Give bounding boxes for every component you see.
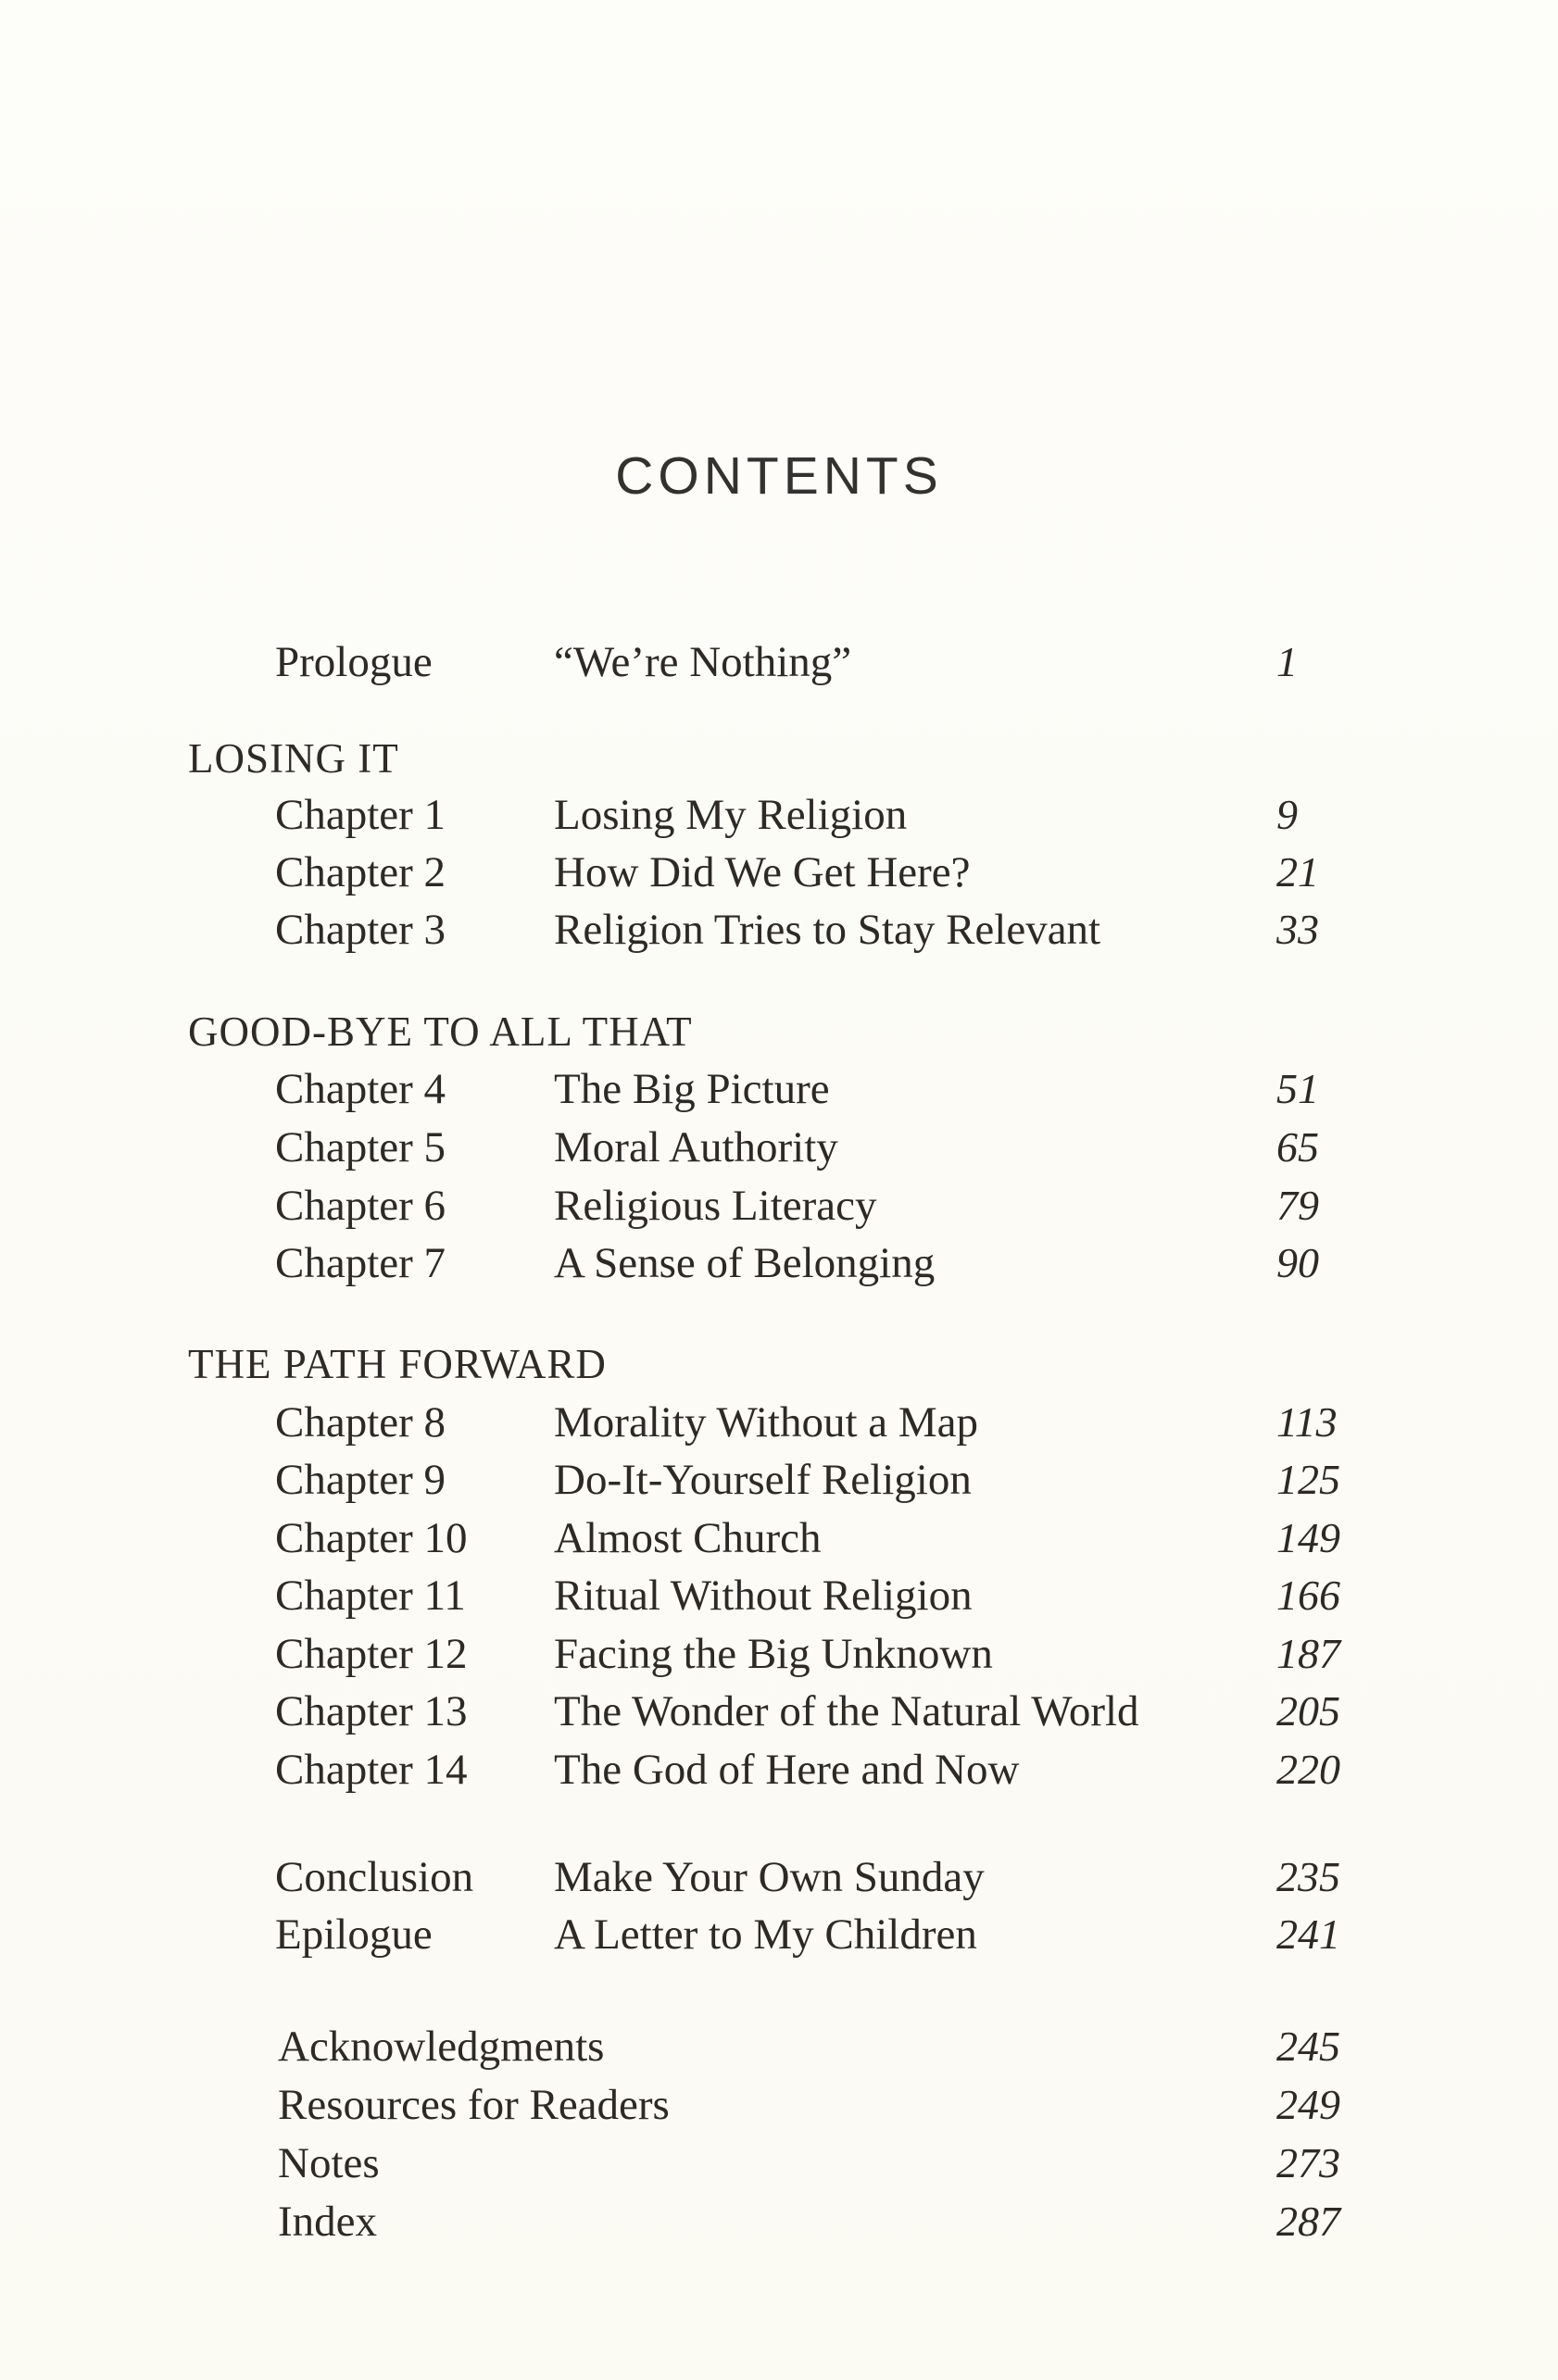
toc-entry-acknowledgments	[0, 2025, 1558, 2079]
toc-entry	[0, 1456, 1558, 1512]
entry-label: Chapter 9	[275, 1456, 446, 1504]
page-title: CONTENTS	[615, 446, 943, 506]
toc-entry	[0, 1748, 1558, 1802]
entry-title: Ritual Without Religion	[554, 1572, 973, 1620]
toc-entry-epilogue	[0, 1910, 1558, 1967]
entry-label: Chapter 4	[275, 1065, 446, 1113]
entry-label: Chapter 11	[275, 1572, 466, 1620]
entry-title: Religious Literacy	[554, 1182, 877, 1230]
entry-page-number: 79	[1276, 1182, 1319, 1229]
entry-page-number: 287	[1276, 2198, 1340, 2245]
entry-page-number: 149	[1276, 1514, 1340, 1561]
entry-title: “We’re Nothing”	[554, 638, 852, 686]
entry-title: Morality Without a Map	[554, 1398, 979, 1447]
toc-entry	[0, 1239, 1558, 1296]
entry-title: The God of Here and Now	[554, 1746, 1020, 1794]
entry-page-number: 1	[1276, 638, 1298, 685]
entry-label: Chapter 12	[275, 1630, 468, 1678]
toc-entry-index	[0, 2200, 1558, 2254]
entry-page-number: 235	[1276, 1853, 1340, 1900]
entry-label: Chapter 5	[275, 1123, 446, 1171]
toc-entry	[0, 791, 1558, 847]
entry-page-number: 245	[1276, 2023, 1340, 2070]
entry-title: Losing My Religion	[554, 791, 908, 839]
entry-page-number: 205	[1276, 1687, 1340, 1735]
toc-entry	[0, 1123, 1558, 1180]
entry-title: A Sense of Belonging	[554, 1239, 936, 1287]
entry-label: Chapter 1	[275, 791, 446, 839]
toc-entry-conclusion	[0, 1853, 1558, 1910]
toc-section-row	[0, 1008, 1558, 1065]
entry-title: Do-It-Yourself Religion	[554, 1456, 972, 1504]
entry-label: Chapter 3	[275, 906, 446, 954]
toc-entry	[0, 1065, 1558, 1121]
toc-section-row	[0, 1341, 1558, 1397]
section-heading: THE PATH FORWARD	[188, 1341, 607, 1387]
toc-entry-notes	[0, 2139, 1558, 2196]
toc-entry-prologue	[0, 638, 1558, 695]
toc-entry	[0, 1630, 1558, 1686]
entry-label: Chapter 13	[275, 1687, 468, 1735]
entry-page-number: 51	[1276, 1065, 1319, 1112]
entry-page-number: 33	[1276, 906, 1319, 953]
entry-page-number: 113	[1276, 1398, 1338, 1446]
entry-label: Notes	[278, 2139, 380, 2187]
entry-title: Almost Church	[554, 1514, 822, 1562]
entry-title: Facing the Big Unknown	[554, 1630, 993, 1678]
toc-entry	[0, 848, 1558, 905]
entry-page-number: 90	[1276, 1239, 1319, 1286]
entry-label: Index	[278, 2198, 378, 2246]
entry-page-number: 241	[1276, 1910, 1340, 1958]
entry-title: The Big Picture	[554, 1065, 830, 1113]
entry-title: Make Your Own Sunday	[554, 1853, 985, 1901]
entry-title: The Wonder of the Natural World	[554, 1687, 1139, 1735]
entry-label: Chapter 2	[275, 848, 446, 896]
entry-title: Moral Authority	[554, 1123, 838, 1171]
entry-label: Epilogue	[275, 1910, 433, 1959]
section-heading: LOSING IT	[188, 735, 399, 782]
entry-label: Chapter 7	[275, 1239, 446, 1287]
entry-title: Religion Tries to Stay Relevant	[554, 906, 1101, 954]
entry-page-number: 249	[1276, 2081, 1340, 2128]
entry-title: How Did We Get Here?	[554, 848, 971, 896]
entry-label: Chapter 6	[275, 1182, 446, 1230]
entry-page-number: 125	[1276, 1456, 1340, 1503]
entry-page-number: 273	[1276, 2139, 1340, 2186]
entry-page-number: 9	[1276, 791, 1298, 838]
entry-label: Chapter 8	[275, 1398, 446, 1447]
entry-label: Resources for Readers	[278, 2081, 670, 2129]
toc-section-row	[0, 735, 1558, 792]
toc-entry	[0, 908, 1558, 962]
entry-title: A Letter to My Children	[554, 1910, 977, 1959]
section-heading: GOOD-BYE TO ALL THAT	[188, 1008, 693, 1055]
entry-page-number: 21	[1276, 848, 1319, 896]
toc-entry	[0, 1687, 1558, 1744]
entry-label: Acknowledgments	[278, 2023, 605, 2071]
entry-page-number: 220	[1276, 1746, 1340, 1793]
toc-entry	[0, 1184, 1558, 1238]
toc-entry	[0, 1574, 1558, 1628]
entry-label: Chapter 10	[275, 1514, 468, 1562]
entry-page-number: 166	[1276, 1572, 1340, 1619]
entry-label: Prologue	[275, 638, 433, 686]
entry-page-number: 187	[1276, 1630, 1340, 1677]
entry-page-number: 65	[1276, 1123, 1319, 1171]
entry-label: Chapter 14	[275, 1746, 468, 1794]
entry-label: Conclusion	[275, 1853, 474, 1901]
toc-entry-resources	[0, 2081, 1558, 2137]
toc-entry	[0, 1514, 1558, 1571]
toc-entry	[0, 1398, 1558, 1455]
